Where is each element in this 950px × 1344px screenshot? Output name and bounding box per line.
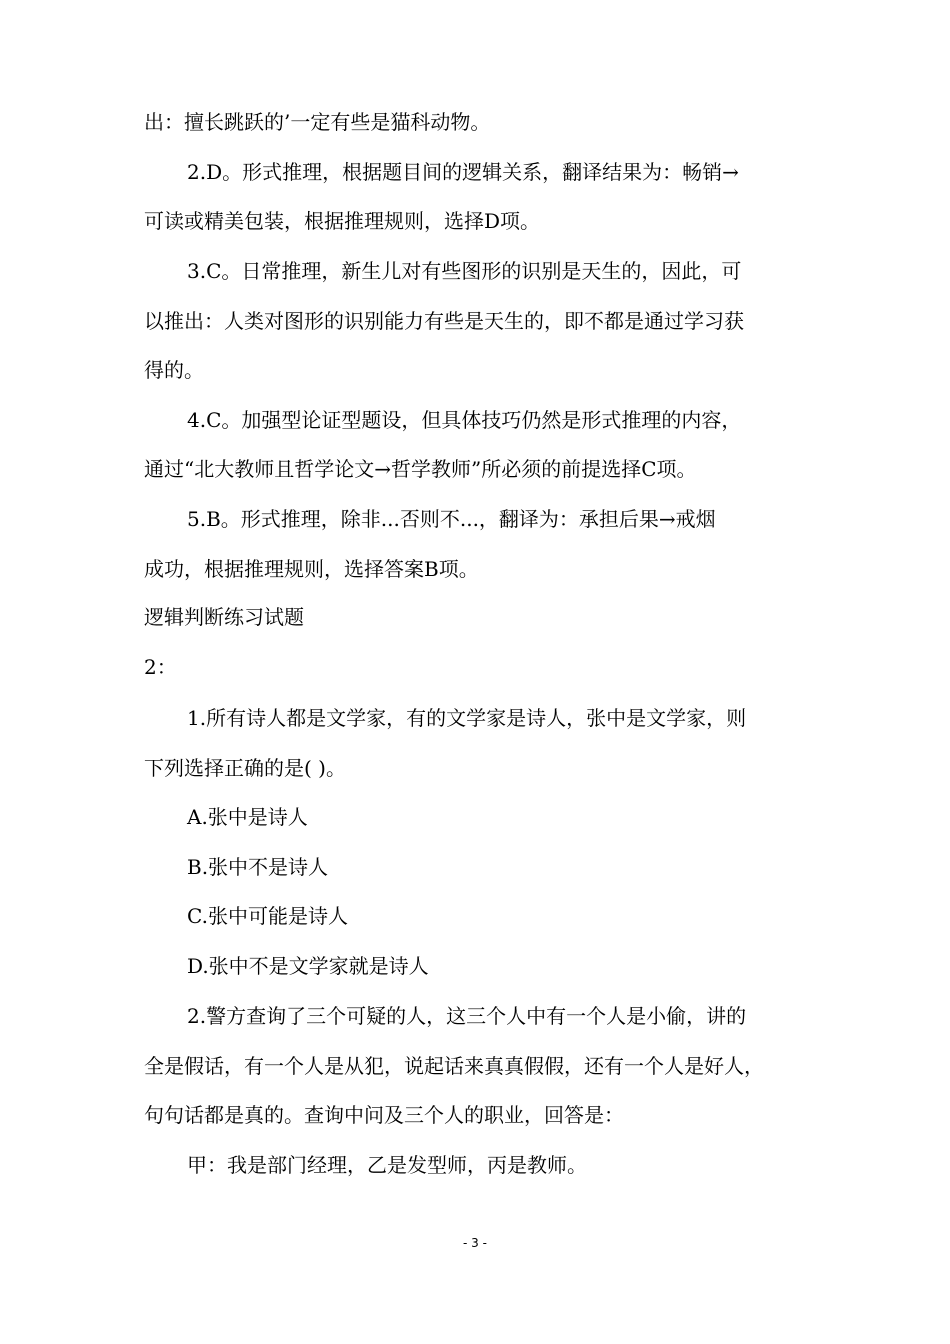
- text-line: 通过“北大教师且哲学论文→哲学教师”所必须的前提选择C项。: [144, 457, 697, 481]
- question-2-line: 2.警方查询了三个可疑的人，这三个人中有一个人是小偷，讲的: [187, 1004, 747, 1028]
- option-d: D.张中不是文学家就是诗人: [187, 954, 429, 978]
- text-line: 以推出：人类对图形的识别能力有些是天生的，即不都是通过学习获: [144, 309, 744, 333]
- page-number: - 3 -: [463, 1236, 487, 1250]
- text-line: 句句话都是真的。查询中问及三个人的职业，回答是：: [144, 1103, 624, 1127]
- answer-4-line: 4.C。加强型论证型题设，但具体技巧仍然是形式推理的内容，: [187, 408, 742, 432]
- question-1-line: 1.所有诗人都是文学家，有的文学家是诗人，张中是文学家，则: [187, 706, 747, 730]
- option-c: C.张中可能是诗人: [187, 904, 348, 928]
- answer-5-line: 5.B。形式推理，除非...否则不...，翻译为：承担后果→戒烟: [187, 507, 716, 531]
- option-b: B.张中不是诗人: [187, 855, 329, 879]
- option-a: A.张中是诗人: [187, 805, 308, 829]
- text-line: 下列选择正确的是( )。: [144, 756, 346, 780]
- text-line: 得的。: [144, 358, 204, 382]
- text-line: 成功，根据推理规则，选择答案B项。: [144, 557, 479, 581]
- section-number: 2：: [144, 655, 177, 679]
- section-heading: 逻辑判断练习试题: [144, 605, 304, 629]
- text-line: 全是假话，有一个人是从犯，说起话来真真假假，还有一个人是好人，: [144, 1054, 764, 1078]
- answer-3-line: 3.C。日常推理，新生儿对有些图形的识别是天生的，因此，可: [187, 259, 742, 283]
- answer-2-line: 2.D。形式推理，根据题目间的逻辑关系，翻译结果为：畅销→: [187, 160, 739, 184]
- statement-jia: 甲：我是部门经理，乙是发型师，丙是教师。: [187, 1153, 587, 1177]
- text-line: 出：擅长跳跃的’一定有些是猫科动物。: [144, 110, 491, 134]
- text-line: 可读或精美包装，根据推理规则，选择D项。: [144, 209, 541, 233]
